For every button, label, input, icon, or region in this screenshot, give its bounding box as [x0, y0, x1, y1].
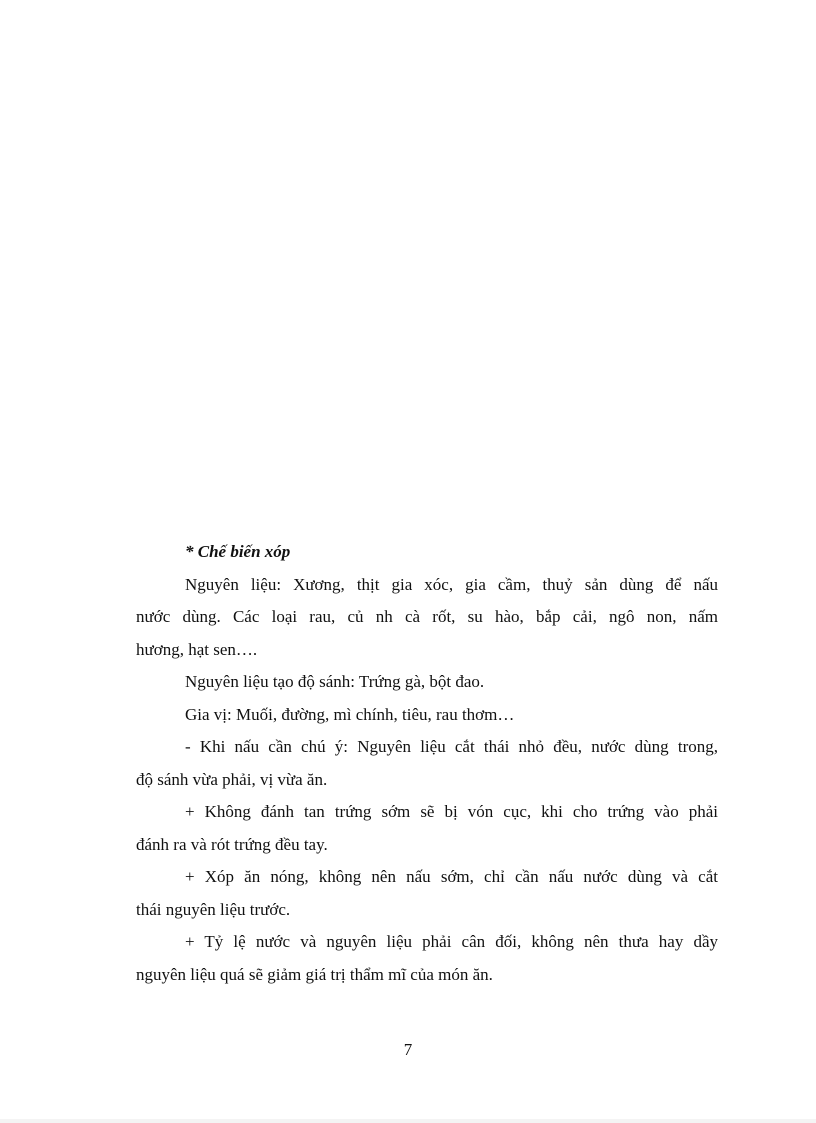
paragraph-serve-line-2: thái nguyên liệu trước. [136, 899, 291, 919]
paragraph-ingredients-line-1: Nguyên liệu: Xương, thịt gia xóc, gia cầm, thuỷ sản dùng để nấu [185, 574, 718, 594]
paragraph-seasoning: Gia vị: Muối, đường, mì chính, tiêu, rau thơm… [185, 704, 515, 724]
paragraph-note-line-1: - Khi nấu cần chú ý: Nguyên liệu cắt thái nhỏ đều, nước dùng trong, [185, 737, 718, 756]
section-heading: * Chế biến xóp [185, 542, 291, 561]
page-bottom-edge [0, 1119, 816, 1123]
paragraph-egg-line-2: đánh ra và rót trứng đều tay. [136, 834, 328, 854]
body-text [136, 536, 718, 991]
paragraph-ratio-line-2: nguyên liệu quá sẽ giảm giá trị thẩm mĩ của món ăn. [136, 964, 493, 984]
paragraph-ingredients-line-2: nước dùng. Các loại rau, củ nh cà rốt, su hào, bắp cải, ngô non, nấm [136, 607, 718, 626]
paragraph-thickener: Nguyên liệu tạo độ sánh: Trứng gà, bột đao. [185, 672, 485, 691]
paragraph-note-line-2: độ sánh vừa phải, vị vừa ăn. [136, 769, 328, 789]
page-number: 7 [403, 1040, 413, 1059]
paragraph-ingredients-line-3: hương, hạt sen…. [136, 639, 258, 659]
paragraph-serve-line-1: + Xóp ăn nóng, không nên nấu sớm, chỉ cần nấu nước dùng và cắt [185, 867, 718, 886]
paragraph-ratio-line-1: + Tỷ lệ nước và nguyên liệu phải cân đối, không nên thưa hay dầy [185, 932, 718, 951]
paragraph-egg-line-1: + Không đánh tan trứng sớm sẽ bị vón cục, khi cho trứng vào phải [185, 802, 718, 821]
